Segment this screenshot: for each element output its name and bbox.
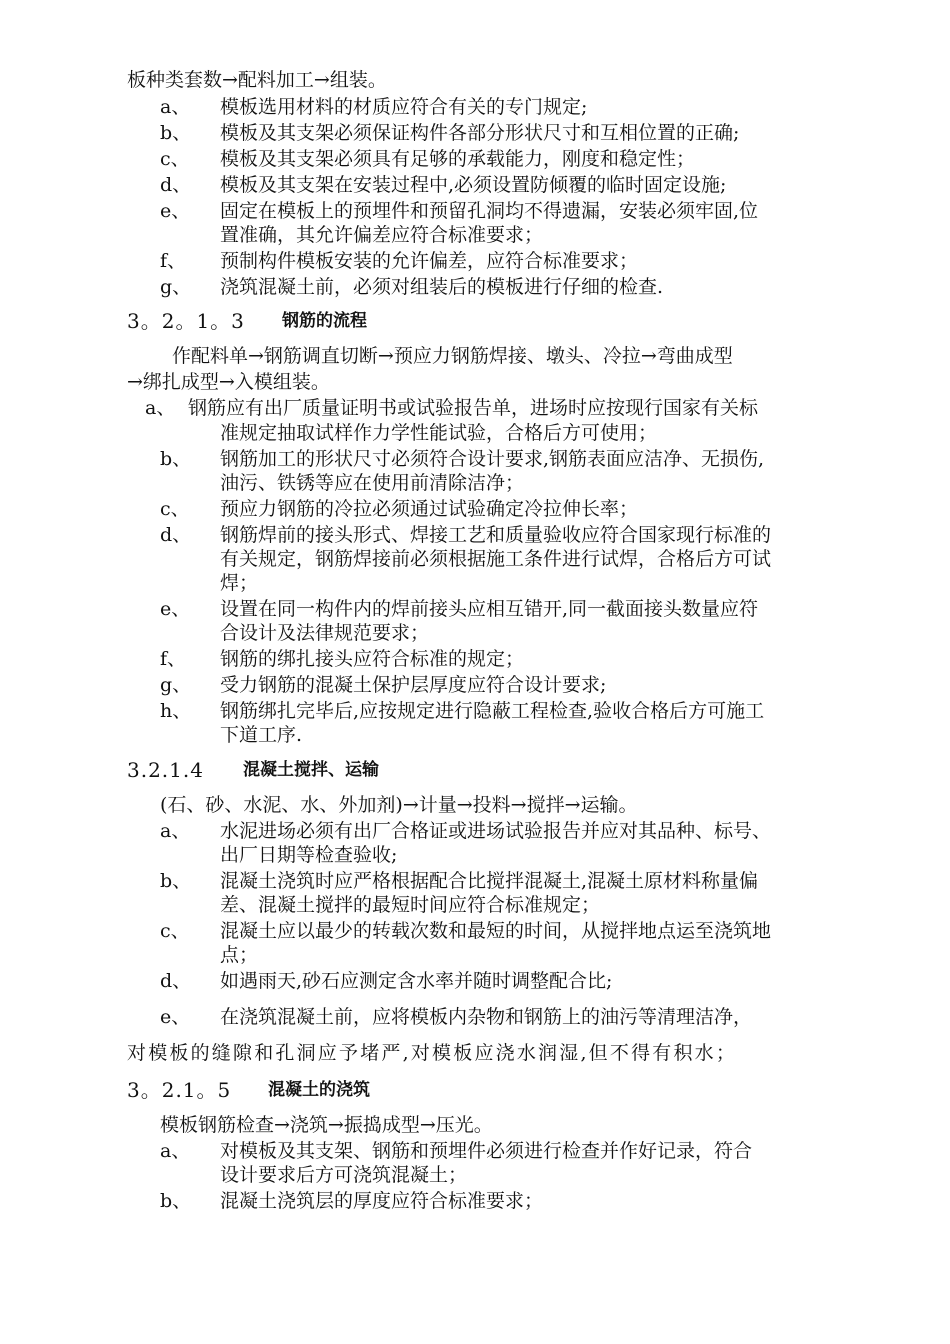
list-item-text: 混凝土浇筑层的厚度应符合标准要求；: [220, 1190, 544, 1212]
section-title: 混凝土搅拌、运输: [243, 760, 379, 780]
list-item-text: 对模板及其支架、钢筋和预埋件必须进行检查并作好记录，符合: [220, 1140, 753, 1162]
list-item-text: 钢筋应有出厂质量证明书或试验报告单，进场时应按现行国家有关标: [188, 397, 759, 419]
list-item-label: e、: [160, 598, 191, 620]
list-item-label: d、: [160, 970, 192, 992]
list-item-text: 模板及其支架在安装过程中,必须设置防倾覆的临时固定设施;: [220, 174, 727, 196]
list-item-text: 预制构件模板安装的允许偏差，应符合标准要求；: [220, 250, 639, 272]
list-item-text-cont: 有关规定，钢筋焊接前必须根据施工条件进行试焊，合格后方可试: [220, 548, 772, 570]
list-item-text-cont: 设计要求后方可浇筑混凝土；: [220, 1164, 468, 1186]
list-item-label: h、: [160, 700, 192, 722]
list-item-text: 混凝土浇筑时应严格根据配合比搅拌混凝土,混凝土原材料称量偏: [220, 870, 759, 892]
flow-line: 模板钢筋检查→浇筑→振捣成型→压光。: [160, 1114, 493, 1136]
list-item-label: e、: [160, 1006, 191, 1028]
list-item-label: b、: [160, 1190, 192, 1212]
list-item-text: 固定在模板上的预埋件和预留孔洞均不得遗漏，安装必须牢固,位: [220, 200, 759, 222]
list-item-label: a、: [160, 1140, 191, 1162]
list-item-text: 在浇筑混凝土前，应将模板内杂物和钢筋上的油污等清理洁净，: [220, 1006, 753, 1028]
list-item-text-cont: 差、混凝土搅拌的最短时间应符合标准规定；: [220, 894, 601, 916]
list-item-label: b、: [160, 870, 192, 892]
list-item-text: 模板及其支架必须具有足够的承载能力，刚度和稳定性；: [220, 148, 696, 170]
list-item-text: 受力钢筋的混凝土保护层厚度应符合设计要求;: [220, 674, 607, 696]
list-item-text-cont: 点；: [220, 944, 259, 966]
paragraph-tail-line: 对模板的缝隙和孔洞应予堵严,对模板应浇水润湿,但不得有积水；: [127, 1042, 738, 1064]
list-item-text-cont: 下道工序.: [220, 724, 303, 746]
flow-line: 作配料单→钢筋调直切断→预应力钢筋焊接、墩头、冷拉→弯曲成型: [172, 345, 733, 367]
list-item-text: 钢筋的绑扎接头应符合标准的规定；: [220, 648, 525, 670]
list-item-label: a、: [160, 96, 191, 118]
list-item-label: d、: [160, 174, 192, 196]
section-number: 3。2。1。3: [127, 309, 245, 333]
list-item-text: 钢筋加工的形状尺寸必须符合设计要求,钢筋表面应洁净、无损伤,: [220, 448, 765, 470]
list-item-text-cont: 置准确，其允许偏差应符合标准要求；: [220, 224, 544, 246]
list-item-label: a、: [160, 820, 191, 842]
list-item-text: 设置在同一构件内的焊前接头应相互错开,同一截面接头数量应符: [220, 598, 759, 620]
list-item-label: g、: [160, 276, 192, 298]
list-item-label: g、: [160, 674, 192, 696]
list-item-label: a、: [145, 397, 176, 419]
list-item-text-cont: 准规定抽取试样作力学性能试验，合格后方可使用；: [220, 422, 658, 444]
list-item-text: 钢筋焊前的接头形式、焊接工艺和质量验收应符合国家现行标准的: [220, 524, 772, 546]
list-item-label: d、: [160, 524, 192, 546]
list-item-text-cont: 焊；: [220, 572, 259, 594]
section-title: 钢筋的流程: [282, 311, 367, 331]
list-item-text: 水泥进场必须有出厂合格证或进场试验报告并应对其品种、标号、: [220, 820, 772, 842]
list-item-label: c、: [160, 148, 190, 170]
list-item-text: 钢筋绑扎完毕后,应按规定进行隐蔽工程检查,验收合格后方可施工: [220, 700, 765, 722]
list-item-text: 浇筑混凝土前，必须对组装后的模板进行仔细的检查.: [220, 276, 664, 298]
list-item-text-cont: 出厂日期等检查验收;: [220, 844, 398, 866]
list-item-label: f、: [160, 250, 187, 272]
list-item-text: 预应力钢筋的冷拉必须通过试验确定冷拉伸长率；: [220, 498, 639, 520]
list-item-label: b、: [160, 122, 192, 144]
flow-line: (石、砂、水泥、水、外加剂)→计量→投料→搅拌→运输。: [160, 794, 638, 816]
list-item-label: e、: [160, 200, 191, 222]
intro-line: 板种类套数→配料加工→组装。: [127, 69, 387, 91]
list-item-text: 如遇雨天,砂石应测定含水率并随时调整配合比;: [220, 970, 613, 992]
list-item-text: 混凝土应以最少的转载次数和最短的时间，从搅拌地点运至浇筑地: [220, 920, 772, 942]
flow-line-cont: →绑扎成型→入模组装。: [127, 371, 330, 393]
section-number: 3.2.1.4: [127, 758, 204, 782]
list-item-label: c、: [160, 920, 190, 942]
section-number: 3。2.1。5: [127, 1078, 232, 1102]
list-item-label: b、: [160, 448, 192, 470]
list-item-text: 模板选用材料的材质应符合有关的专门规定;: [220, 96, 588, 118]
list-item-text: 模板及其支架必须保证构件各部分形状尺寸和互相位置的正确;: [220, 122, 740, 144]
list-item-text-cont: 油污、铁锈等应在使用前清除洁净；: [220, 472, 525, 494]
section-title: 混凝土的浇筑: [268, 1080, 370, 1100]
list-item-label: c、: [160, 498, 190, 520]
list-item-text-cont: 合设计及法律规范要求；: [220, 622, 430, 644]
list-item-label: f、: [160, 648, 187, 670]
